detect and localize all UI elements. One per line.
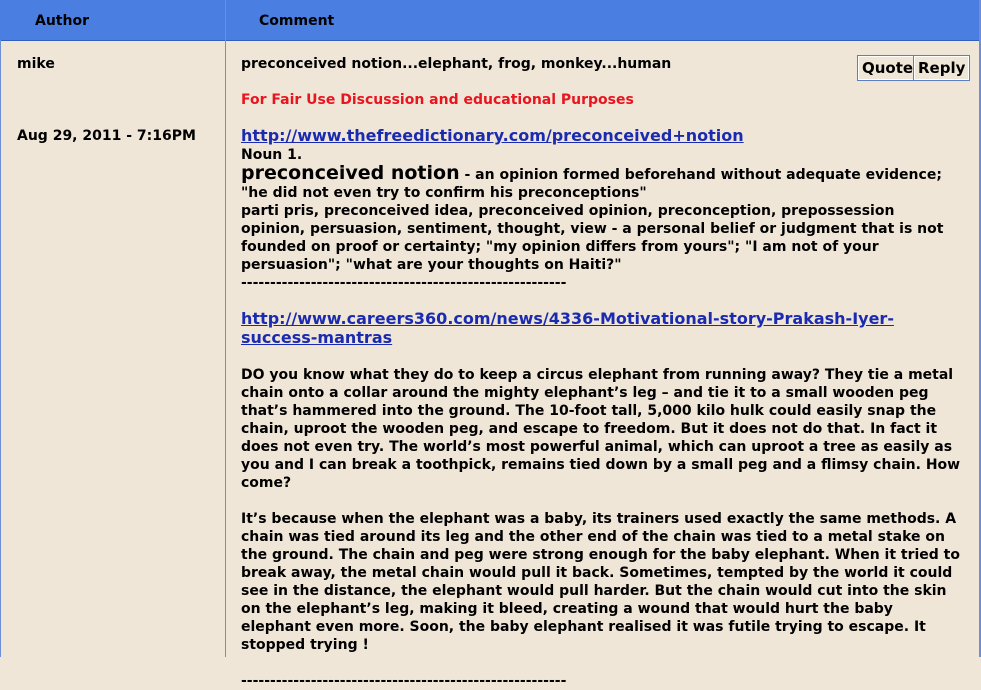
comment-column-header: Comment [259, 13, 335, 29]
synonyms-text: parti pris, preconceived idea, preconceived opinion, preconception, prepossession [241, 203, 895, 219]
comment-body [241, 127, 963, 690]
author-column-header: Author [35, 13, 89, 29]
definition-text: - an opinion formed beforehand without adequate evidence; "he did not even try to confirm his preconceptions" [241, 167, 942, 201]
definition-block [241, 164, 963, 202]
opinion-definition: opinion, persuasion, sentiment, thought, view - a personal belief or judgment that is not founded on proof or certainty; "my opinion differs from yours"; "I am not of your persuasion"; "what are your thoughts on Haiti?" [241, 221, 944, 273]
noun-label: Noun 1. [241, 147, 303, 163]
table-header [0, 0, 981, 41]
table-left-border [0, 40, 1, 657]
dictionary-link[interactable]: http://www.thefreedictionary.com/preconceived+notion [241, 126, 744, 145]
careers-link[interactable]: http://www.careers360.com/news/4336-Motivational-story-Prakash-Iyer-success-mantras [241, 309, 894, 347]
author-name[interactable]: mike [17, 56, 55, 72]
fair-use-notice: For Fair Use Discussion and educational Purposes [241, 92, 634, 108]
story-paragraph-1: DO you know what they do to keep a circus elephant from running away? They tie a metal chain onto a collar around the mighty elephant’s leg – and tie it to a small wooden peg that’s hammered into the ground. The 10-foot tall, 5,000 kilo hulk could easily snap the chain, uproot the wooden peg, and escape to freedom. But it does not do that. In fact it does not even try. The world’s most powerful animal, which can uproot a tree as easily as you and I can break a toothpick, remains tied down by a small peg and a flimsy chain. How come? [241, 367, 961, 491]
story-paragraph-2: It’s because when the elephant was a baby, its trainers used exactly the same methods. A chain was tied around its leg and the other end of the chain was tied to a metal stake on the ground. The chain and peg were strong enough for the baby elephant. When it tried to break away, the metal chain would pull it back. Sometimes, tempted by the world it could see in the distance, the elephant would pull harder. But the chain would cut into the skin on the elephant’s leg, making it bleed, creating a wound that would hurt the baby elephant even more. Soon, the baby elephant realised it was futile trying to escape. It stopped trying ! [241, 511, 960, 653]
column-divider [225, 0, 226, 657]
separator-line: -------------------------------------------------------- [241, 275, 567, 291]
separator-line-2: -------------------------------------------------------- [241, 673, 567, 689]
quote-button[interactable]: Quote [857, 55, 918, 81]
reply-button[interactable]: Reply [913, 55, 970, 81]
comment-subject: preconceived notion...elephant, frog, monkey...human [241, 56, 672, 72]
post-date: Aug 29, 2011 - 7:16PM [17, 128, 196, 144]
defined-term: preconceived notion [241, 162, 460, 184]
